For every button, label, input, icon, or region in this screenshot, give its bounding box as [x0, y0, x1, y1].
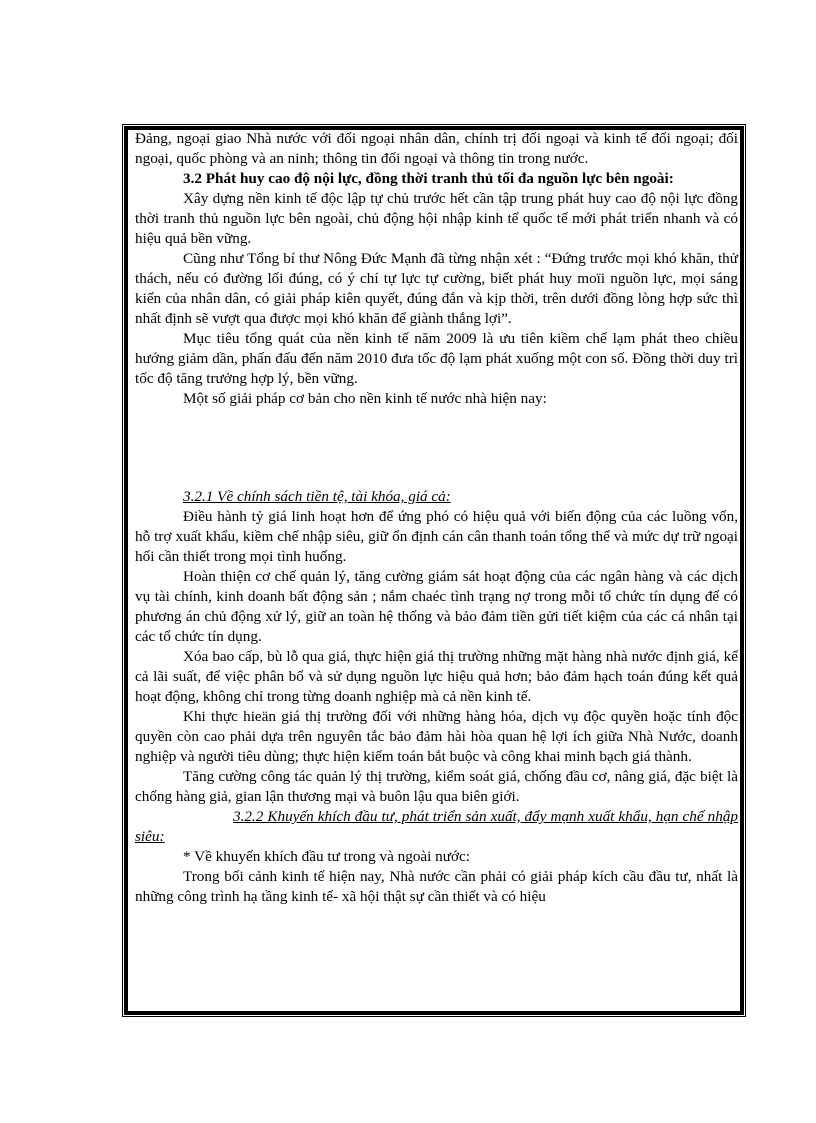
section-heading: 3.2 Phát huy cao độ nội lực, đồng thời tranh thủ tối đa nguồn lực bên ngoài: — [183, 170, 674, 187]
paragraph: * Về khuyến khích đầu tư trong và ngoài nước: — [183, 848, 470, 865]
paragraph: Xây dựng nền kinh tế độc lập tự chủ trước hết cần tập trung phát huy cao độ nội lực đồng thời tranh thủ nguồn lực bên ngoài, chủ động hội nhập kinh tế quốc tế mới phát triển nhanh và có hiệu quả bền vững. — [135, 190, 738, 247]
paragraph: Mục tiêu tổng quát của nền kinh tế năm 2009 là ưu tiên kiềm chế lạm phát theo chiều hướng giảm dần, phấn đấu đến năm 2010 đưa tốc độ lạm phát xuống một con số. Đồng thời duy trì tốc độ tăng trưởng hợp lý, bền vững. — [135, 330, 738, 387]
paragraph: Đảng, ngoại giao Nhà nước với đối ngoại nhân dân, chính trị đối ngoại và kinh tế đối ngoại; đối ngoại, quốc phòng và an ninh; thông tin đối ngoại và thông tin trong nước. — [135, 130, 738, 167]
paragraph: Trong bối cảnh kinh tế hiện nay, Nhà nước cần phải có giải pháp kích cầu đầu tư, nhất là những công trình hạ tầng kinh tế- xã hội thật sự cần thiết và có hiệu — [135, 868, 738, 905]
document-body — [135, 129, 738, 907]
paragraph: Một số giải pháp cơ bản cho nền kinh tế nước nhà hiện nay: — [183, 390, 547, 407]
paragraph: Hoàn thiện cơ chế quản lý, tăng cường giám sát hoạt động của các ngân hàng và các dịch vụ tài chính, kinh doanh bất động sản ; nắm chaéc tình trạng nợ trong mỗi tổ chức tín dụng để có phương án chủ động xử lý, giữ an toàn hệ thống và bảo đảm tiền gửi tiết kiệm của các cá nhân tại các tổ chức tín dụng. — [135, 568, 738, 645]
paragraph: Tăng cường công tác quản lý thị trường, kiểm soát giá, chống đầu cơ, nâng giá, đặc biệt là chống hàng giả, gian lận thương mại và buôn lậu qua biên giới. — [135, 768, 738, 805]
paragraph: Khi thực hieän giá thị trường đối với những hàng hóa, dịch vụ độc quyền hoặc tính độc quyền còn cao phải dựa trên nguyên tắc bảo đảm hài hòa quan hệ lợi ích giữa Nhà Nước, doanh nghiệp và người tiêu dùng; thực hiện kiểm toán bắt buộc và công khai minh bạch giá thành. — [135, 708, 738, 765]
paragraph: Điều hành tỷ giá linh hoạt hơn để ứng phó có hiệu quả với biến động của các luồng vốn, hỗ trợ xuất khẩu, kiềm chế nhập siêu, giữ ổn định cán cân thanh toán tổng thể và mức dự trữ ngoại hối cần thiết trong mọi tình huống. — [135, 508, 738, 565]
subsection-heading: 3.2.2 Khuyến khích đầu tư, phát triển sản xuất, đẩy mạnh xuất khẩu, hạn chế nhập siêu: — [135, 808, 738, 845]
paragraph: Xóa bao cấp, bù lỗ qua giá, thực hiện giá thị trường những mặt hàng nhà nước định giá, kể cả lãi suất, để việc phân bổ và sử dụng nguồn lực hiệu quả hơn; bảo đảm hạch toán đúng kết quả hoạt động, không chỉ trong từng doanh nghiệp mà cả nền kinh tế. — [135, 648, 738, 705]
paragraph: Cũng như Tổng bí thư Nông Đức Mạnh đã từng nhận xét : “Đứng trước mọi khó khăn, thử thách, nếu có đường lối đúng, có ý chí tự lực tự cường, biết phát huy moïi nguồn lực, mọi sáng kiến của nhân dân, có giải pháp kiên quyết, đúng đắn và kịp thời, trên dưới đồng lòng hợp sức thì nhất định sẽ vượt qua được mọi khó khăn để giành thắng lợi”. — [135, 250, 738, 327]
subsection-heading: 3.2.1 Về chính sách tiền tệ, tài khóa, giá cả: — [183, 488, 451, 505]
blank-space — [135, 409, 738, 487]
